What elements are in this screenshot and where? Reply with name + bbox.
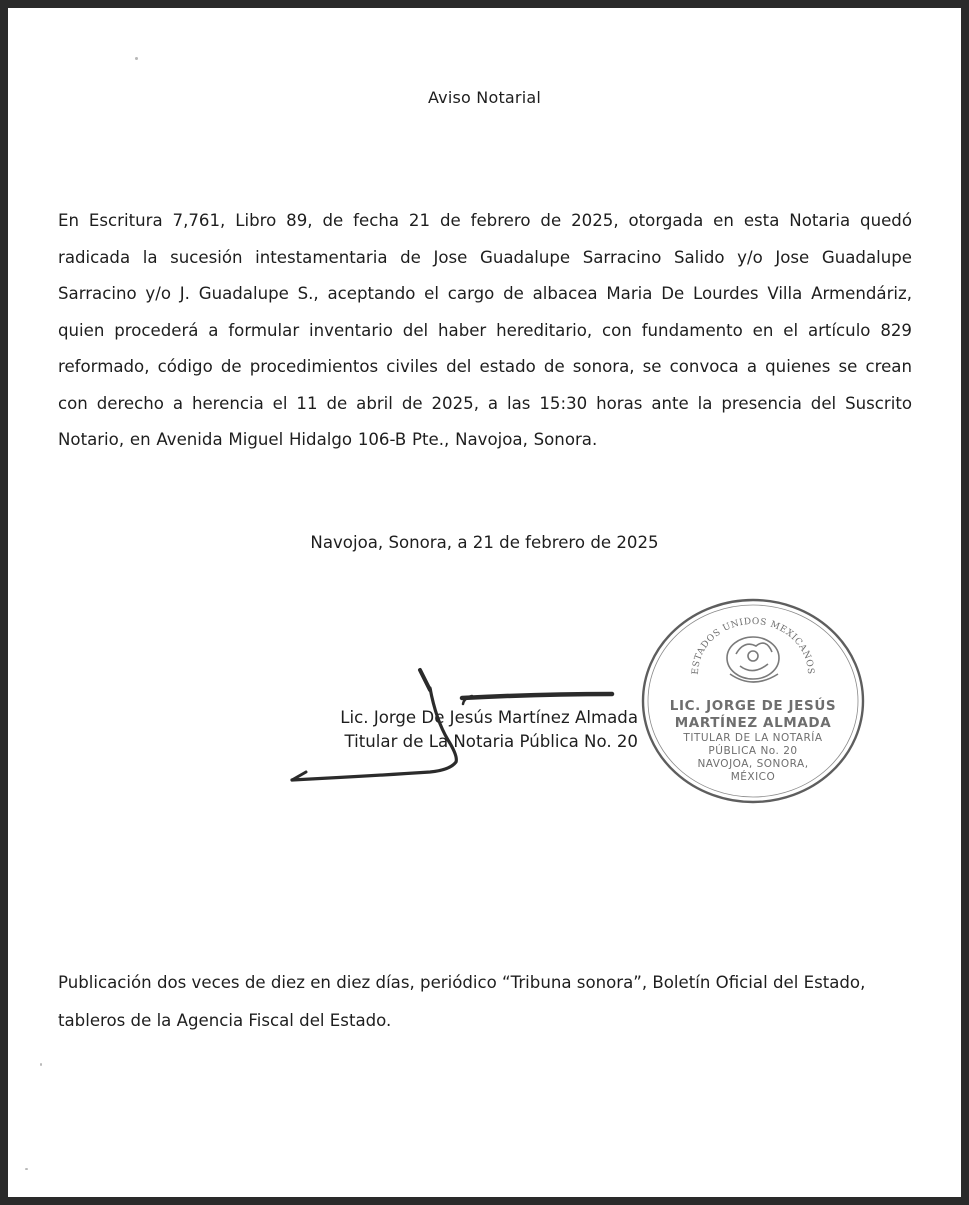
- seal-top-arc-text: ESTADOS UNIDOS MEXICANOS: [690, 616, 816, 675]
- notice-title: Aviso Notarial: [427, 88, 542, 107]
- seal-line-4: PÚBLICA No. 20: [708, 745, 798, 757]
- signer-title: Titular de La Notaria Pública No. 20: [344, 732, 638, 751]
- seal-line-2: MARTÍNEZ ALMADA: [674, 715, 832, 731]
- place-date: Navojoa, Sonora, a 21 de febrero de 2025: [310, 533, 659, 552]
- seal-text-block: [640, 698, 866, 784]
- scan-speck: [135, 57, 138, 60]
- scan-speck: [25, 1168, 28, 1170]
- seal-line-5: NAVOJOA, SONORA,: [697, 758, 809, 770]
- signer-name: Lic. Jorge De Jesús Martínez Almada: [340, 708, 638, 727]
- publication-note: Publicación dos veces de diez en diez días, periódico “Tribuna sonora”, Boletín Oficial del Estado, tableros de la Agencia Fiscal del Estado.: [58, 973, 866, 1030]
- handwritten-signature: [280, 660, 620, 790]
- eagle-emblem-icon: [727, 637, 779, 682]
- seal-line-3: TITULAR DE LA NOTARÍA: [683, 732, 823, 744]
- seal-line-1: LIC. JORGE DE JESÚS: [669, 698, 837, 714]
- scan-speck: [40, 1063, 42, 1066]
- notice-body: En Escritura 7,761, Libro 89, de fecha 21 de febrero de 2025, otorgada en esta Notaria quedó radicada la sucesión intestamentaria de Jose Guadalupe Sarracino Salido y/o Jose Guadalupe Sarracino y/o J. Guadalupe S., aceptando el cargo de albacea Maria De Lourdes Villa Armendáriz, quien procederá a formular inventario del haber hereditario, con fundamento en el artículo 829 reformado, código de procedimientos civiles del estado de sonora, se convoca a quienes se crean con derecho a herencia el 11 de abril de 2025, a las 15:30 horas ante la presencia del Suscrito Notario, en Avenida Miguel Hidalgo 106-B Pte., Navojoa, Sonora.: [58, 211, 912, 449]
- seal-line-6: MÉXICO: [730, 771, 776, 783]
